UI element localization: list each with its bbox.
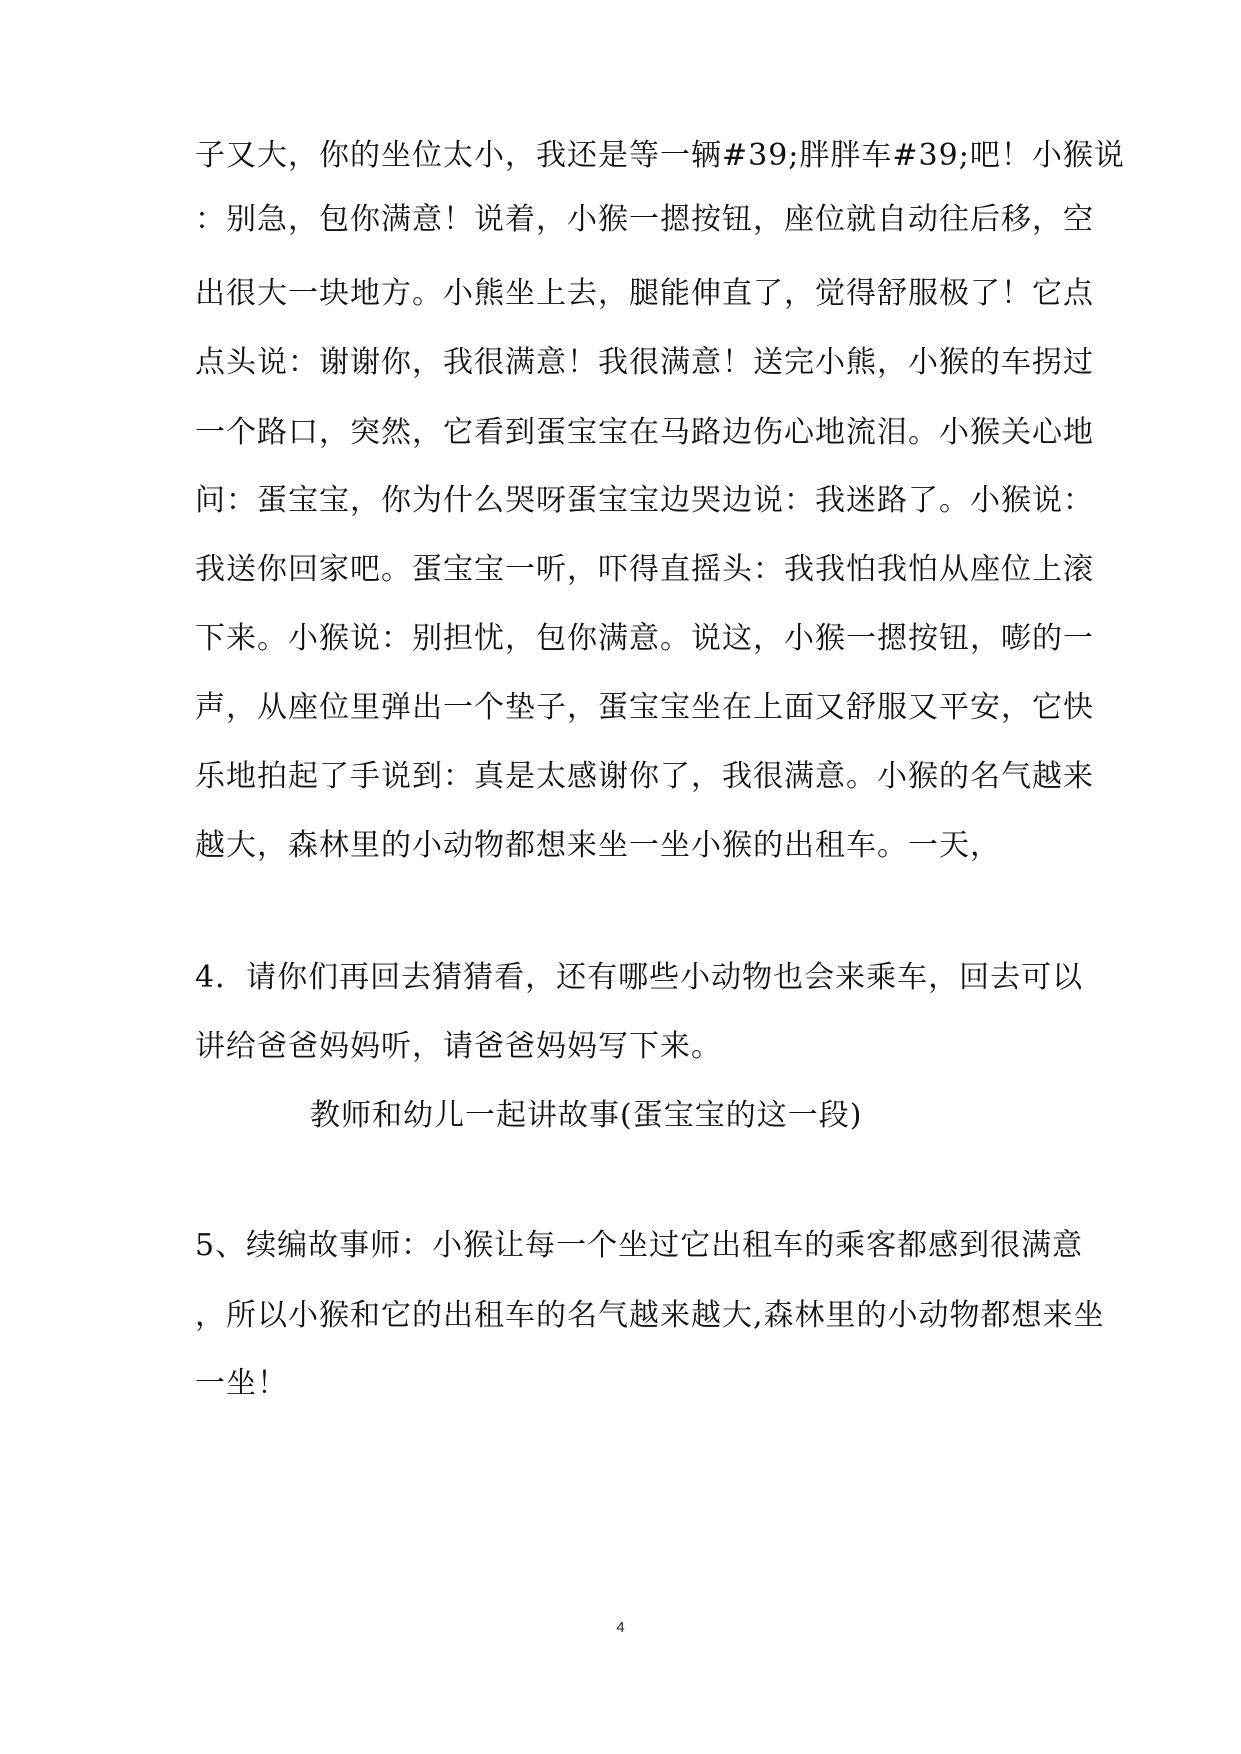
story-line-11: 越大，森林里的小动物都想来坐一坐小猴的出租车。一天， bbox=[195, 828, 1001, 863]
activity-5-line-3: 一坐！ bbox=[195, 1366, 288, 1401]
story-line-2: ：别急，包你满意！说着，小猴一摁按钮，座位就自动往后移，空 bbox=[195, 202, 1094, 237]
activity-4-line-1: 4．请你们再回去猜猜看，还有哪些小动物也会来乘车，回去可以 bbox=[195, 960, 1084, 995]
story-line-6: 问：蛋宝宝，你为什么哭呀蛋宝宝边哭边说：我迷路了。小猴说： bbox=[195, 483, 1094, 518]
story-line-1: 子又大，你的坐位太小，我还是等一辆#39;胖胖车#39;吧！小猴说 bbox=[195, 138, 1125, 173]
teacher-note: 教师和幼儿一起讲故事(蛋宝宝的这一段) bbox=[310, 1098, 863, 1133]
story-line-10: 乐地拍起了手说到：真是太感谢你了，我很满意。小猴的名气越来 bbox=[195, 759, 1094, 794]
story-line-8: 下来。小猴说：别担忧，包你满意。说这，小猴一摁按钮，嘭的一 bbox=[195, 621, 1094, 656]
story-line-4: 点头说：谢谢你，我很满意！我很满意！送完小熊，小猴的车拐过 bbox=[195, 345, 1094, 380]
activity-5-line-2: ，所以小猴和它的出租车的名气越来越大,森林里的小动物都想来坐 bbox=[195, 1298, 1105, 1333]
story-line-5: 一个路口，突然，它看到蛋宝宝在马路边伤心地流泪。小猴关心地 bbox=[195, 415, 1094, 450]
story-line-9: 声，从座位里弹出一个垫子，蛋宝宝坐在上面又舒服又平安，它快 bbox=[195, 690, 1094, 725]
activity-5-line-1: 5、续编故事师：小猴让每一个坐过它出租车的乘客都感到很满意 bbox=[195, 1228, 1084, 1263]
activity-4-line-2: 讲给爸爸妈妈听，请爸爸妈妈写下来。 bbox=[195, 1029, 722, 1064]
story-line-3: 出很大一块地方。小熊坐上去，腿能伸直了，觉得舒服极了！它点 bbox=[195, 276, 1094, 311]
page-number: 4 bbox=[616, 1619, 625, 1636]
story-line-7: 我送你回家吧。蛋宝宝一听，吓得直摇头：我我怕我怕从座位上滚 bbox=[195, 552, 1094, 587]
